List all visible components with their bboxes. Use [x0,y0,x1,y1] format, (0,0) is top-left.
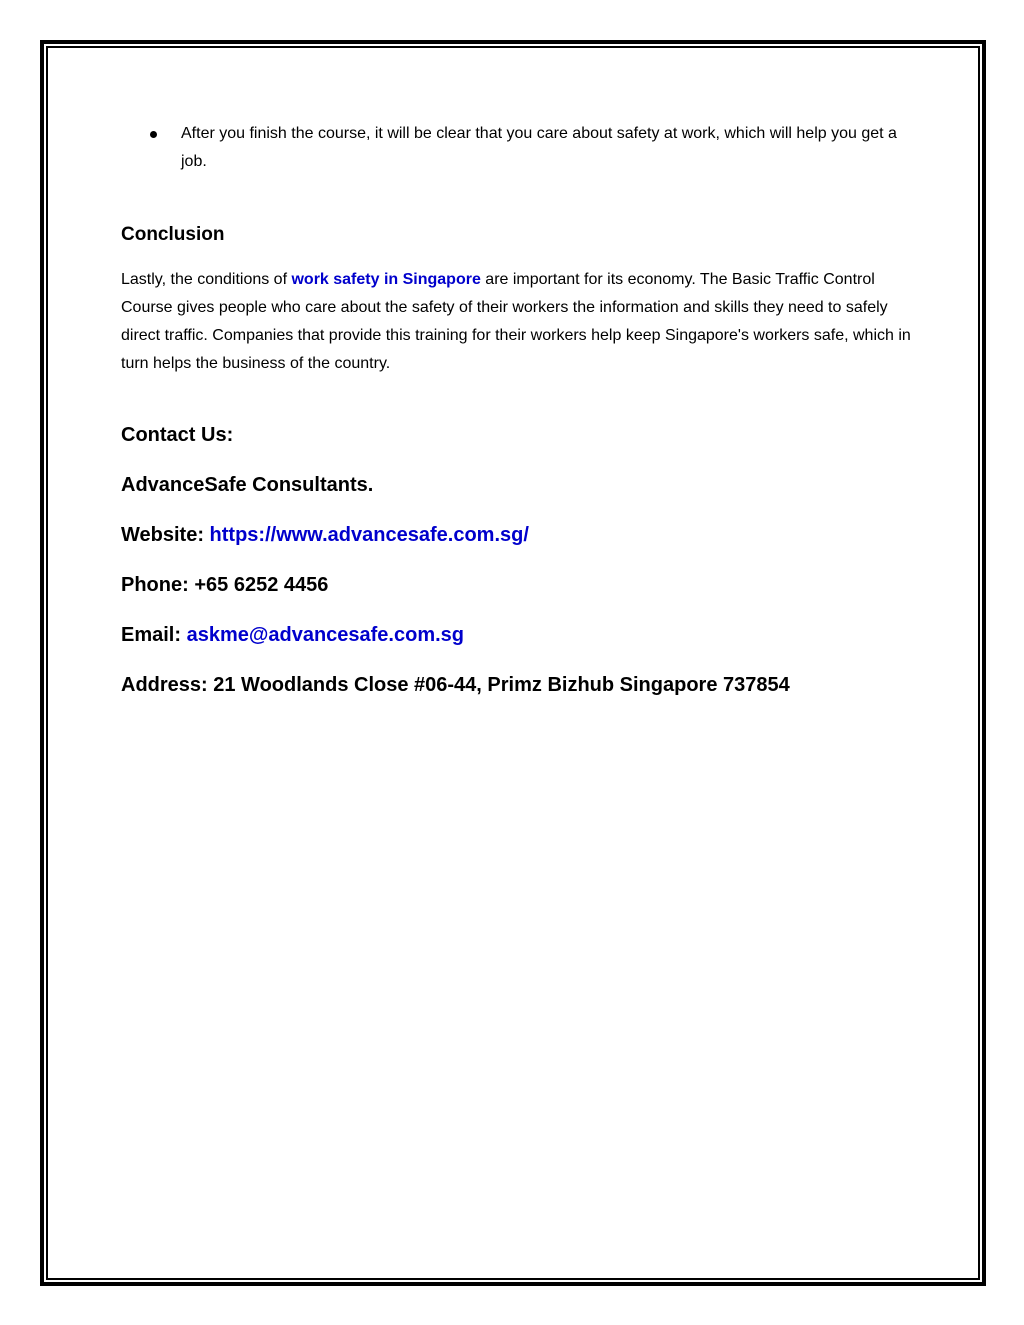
phone-line [121,572,911,598]
contact-block [121,422,911,698]
bullet-item [121,120,911,176]
conclusion-text-before: Lastly, the conditions of [121,271,292,288]
conclusion-text-after: are important for its economy. The Basic Traffic Control Course gives people who care about the safety of their workers the information and skills they need to safely direct traffic. Companies that provide this training for their workers help keep Singapore's workers safe, which in turn helps the business of the country. [121,271,911,372]
bullet-list [121,120,911,176]
website-link[interactable]: https://www.advancesafe.com.sg/ [209,524,529,546]
address-label: Address: [121,674,214,696]
address-text: 21 Woodlands Close #06-44, Primz Bizhub Singapore 737854 [213,674,790,696]
work-safety-link[interactable]: work safety in Singapore [291,271,481,288]
website-line [121,522,911,548]
website-label: Website: [121,524,210,546]
phone-label: Phone: [121,574,195,596]
address-line [121,672,911,698]
email-link[interactable]: askme@advancesafe.com.sg [186,624,465,646]
conclusion-paragraph [121,266,911,378]
company-name: AdvanceSafe Consultants. [121,474,374,496]
bullet-dot-icon [150,131,157,138]
bullet-text: After you finish the course, it will be clear that you care about safety at work, which will help you get a job. [181,125,897,170]
phone-number: +65 6252 4456 [194,574,329,596]
email-line [121,622,911,648]
contact-heading: Contact Us: [121,424,234,446]
email-label: Email: [121,624,187,646]
conclusion-heading: Conclusion [121,224,225,245]
document-content [121,120,911,722]
